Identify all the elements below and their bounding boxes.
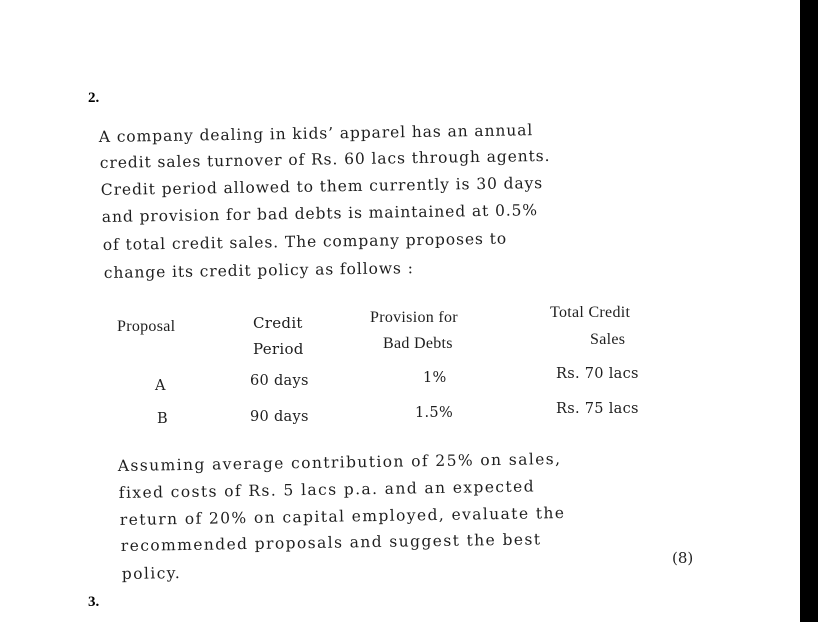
row-b-proposal: B — [157, 411, 168, 427]
row-a-sales: Rs. 70 lacs — [556, 366, 639, 382]
body-line: recommended proposals and suggest the best — [120, 530, 542, 555]
header-proposal: Proposal — [117, 318, 176, 335]
row-a-proposal: A — [155, 378, 166, 394]
body-line: fixed costs of Rs. 5 lacs p.a. and an expected — [118, 477, 536, 502]
header-credit-line1: Credit — [253, 314, 303, 332]
header-provision-line2: Bad Debts — [383, 335, 453, 352]
header-credit-line2: Period — [253, 340, 304, 358]
body-line: policy. — [121, 564, 182, 583]
intro-line: Credit period allowed to them currently is 30 days — [100, 174, 544, 199]
question-number-3: 3. — [88, 594, 100, 610]
row-a-provision: 1% — [423, 370, 447, 386]
intro-line: change its credit policy as follows : — [103, 259, 414, 282]
row-a-credit-period: 60 days — [250, 373, 309, 389]
row-b-credit-period: 90 days — [250, 409, 309, 425]
right-edge-bar — [800, 0, 818, 622]
question-number-2: 2. — [88, 90, 100, 106]
row-b-provision: 1.5% — [415, 405, 454, 421]
intro-line: A company dealing in kids’ apparel has an annual — [98, 121, 534, 146]
header-sales-line1: Total Credit — [550, 304, 631, 321]
body-line: Assuming average contribution of 25% on sales, — [117, 450, 562, 475]
intro-line: credit sales turnover of Rs. 60 lacs through agents. — [99, 146, 551, 172]
row-b-sales: Rs. 75 lacs — [556, 401, 639, 417]
header-sales-line2: Sales — [590, 331, 626, 348]
header-provision-line1: Provision for — [370, 309, 458, 326]
marks-label: (8) — [672, 549, 694, 567]
intro-line: of total credit sales. The company proposes to — [102, 229, 508, 254]
intro-line: and provision for bad debts is maintained at 0.5% — [101, 201, 539, 226]
body-line: return of 20% on capital employed, evaluate the — [119, 504, 566, 529]
